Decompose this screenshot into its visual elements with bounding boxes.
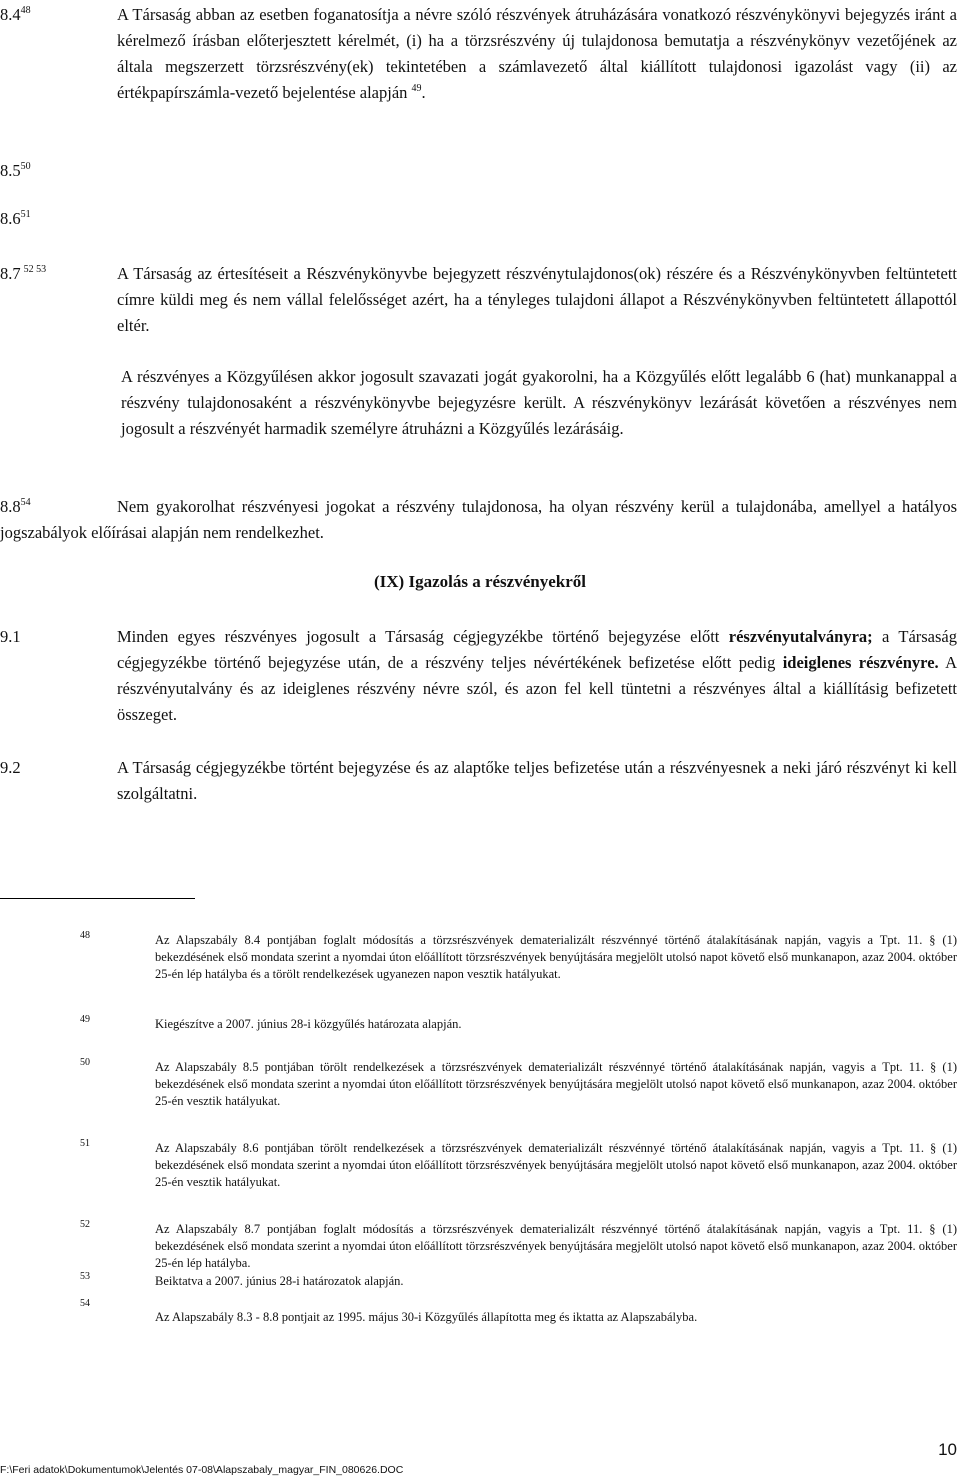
section-number: 8.7 $^{52 53}$ xyxy=(0,264,47,283)
section-9-2-text: A Társaság cégjegyzékbe történt bejegyzése és az alaptőke teljes befizetése után a részvényesnek a neki járó részvényt ki kell szolgáltatni. xyxy=(117,758,957,803)
footnote-text: Az Alapszabály 8.3 - 8.8 pontjait az 1995. május 30-i Közgyűlés állapította meg és iktatta az Alapszabályba. xyxy=(155,1310,698,1324)
section-9-1-text: Minden egyes részvényes jogosult a Társaság cégjegyzékbe történő bejegyzése előtt részvényutalványra; a Társaság cégjegyzékbe történő bejegyzése után, de a részvény teljes névértékének befizetése előtt pedig ideiglenes részvényre. A részvényutalvány és az ideiglenes részvény névre szól, és azon fel kell tüntetni a részvényes által a kiállításig befizetett összeget. xyxy=(117,627,958,724)
bold-term: részvényutalványra; xyxy=(728,627,873,646)
footnote-text: Az Alapszabály 8.7 pontjában foglalt módosítás a törzsrészvények dematerializált részvénnyé történő átalakításának napján, vagyis a Tpt. 11. § (1) bekezdésének első mondata szerint a nyomdai úton előállított törzsrészvények benyújtására megjelölt utolsó napot követő első munkanapon, azaz 2004. október 25-én lép hatályba. xyxy=(155,1222,957,1270)
footnote-ref: 54 xyxy=(20,497,31,508)
section-8-4-text: A Társaság abban az esetben foganatosítja a névre szóló részvények átruházására vonatkozó részvénykönyvi bejegyzés iránt a kérelmező írásban előterjesztett kérelmét, (i) ha a törzsrészvény új tulajdonosa bemutatja a részvénykönyv vezetőjének az általa megszerzett törzsrészvény(ek) tekintetében a számlavezető által kiállított tulajdonosi igazolást vagy (ii) az értékpapírszámla-vezető bejelentése alapján $^{49}$. xyxy=(117,5,957,102)
section-8-8: $8.8^{54}$ Nem gyakorolhat részvényesi jogokat a részvény tulajdonosa, ha olyan részvény kerül a tulajdonába, amellyel a hatályos jogszabályok előírásai alapján nem rendelkezhet. xyxy=(0,494,957,546)
footnote-mark: 51 xyxy=(80,1138,90,1149)
footnote-mark: 49 xyxy=(80,1014,90,1025)
footnote-ref: 52 53 xyxy=(23,264,47,275)
footnote-mark: 54 xyxy=(80,1298,90,1309)
footnote-mark: 48 xyxy=(80,930,90,941)
page-number: 10 xyxy=(938,1440,957,1459)
footnote-mark: 52 xyxy=(80,1219,90,1230)
footnote-ref: 49 xyxy=(411,83,422,94)
footnote-ref: 50 xyxy=(20,161,31,172)
section-number: 9.2 xyxy=(0,758,21,777)
footnote-mark: 53 xyxy=(80,1271,90,1282)
footnote-separator xyxy=(0,898,195,899)
footnote-text: Az Alapszabály 8.6 pontjában törölt rendelkezések a törzsrészvények dematerializált részvénnyé történő átalakításának napján, vagyis a Tpt. 11. § (1) bekezdésének első mondata szerint a nyomdai úton előállított törzsrészvények benyújtására megjelölt utolsó napot követő első munkanapon, azaz 2004. október 25-én vesztik hatályukat. xyxy=(155,1141,957,1189)
footnote-ref: 51 xyxy=(20,209,31,220)
footnote-text: Kiegészítve a 2007. június 28-i közgyűlés határozata alapján. xyxy=(155,1017,462,1031)
footnote-text: Az Alapszabály 8.5 pontjában törölt rendelkezések a törzsrészvények dematerializált részvénnyé történő átalakításának napján, vagyis a Tpt. 11. § (1) bekezdésének első mondata szerint a nyomdai úton előállított törzsrészvények benyújtására megjelölt utolsó napot követő első munkanapon, azaz 2004. október 25-én vesztik hatályukat. xyxy=(155,1060,957,1108)
chapter-heading: (IX) Igazolás a részvényekről xyxy=(374,572,586,591)
bold-term: ideiglenes részvényre. xyxy=(782,653,939,672)
footnote-text: Beiktatva a 2007. június 28-i határozatok alapján. xyxy=(155,1274,404,1288)
section-number: $8.6^{51}$ xyxy=(0,209,31,228)
section-number: $8.4^{48}$ xyxy=(0,5,31,24)
section-number: 9.1 xyxy=(0,627,21,646)
section-8-7-text: A Társaság az értesítéseit a Részvénykönyvbe bejegyzett részvénytulajdonos(ok) részére és a Részvénykönyvben feltüntetett címre küldi meg és nem vállal felelősséget azért, ha a tényleges tulajdoni állapot a Részvénykönyvben feltüntetett állapottól eltér. xyxy=(117,264,957,335)
section-8-7-paragraph-2: A részvényes a Közgyűlésen akkor jogosult szavazati jogát gyakorolni, ha a Közgyűlés előtt legalább 6 (hat) munkanappal a részvény tulajdonosaként a részvénykönyvbe bejegyzésre került. A részvénykönyv lezárását követően a részvényes nem jogosult a részvényét harmadik személyre átruházni a Közgyűlés lezárásáig. xyxy=(121,367,957,438)
section-number: $8.5^{50}$ xyxy=(0,161,31,180)
footnote-mark: 50 xyxy=(80,1057,90,1068)
footnote-ref: 48 xyxy=(20,5,31,16)
file-path: F:\Feri adatok\Dokumentumok\Jelentés 07-08\Alapszabaly_magyar_FIN_080626.DOC xyxy=(0,1464,404,1476)
section-number: $8.8^{54}$ xyxy=(0,497,31,516)
footnote-text: Az Alapszabály 8.4 pontjában foglalt módosítás a törzsrészvények dematerializált részvénnyé történő átalakításának napján, vagyis a Tpt. 11. § (1) bekezdésének első mondata szerint a nyomdai úton előállított törzsrészvények benyújtására megjelölt utolsó napot követő első munkanapon, azaz 2004. október 25-én lép hatályba és a törölt rendelkezések ugyanezen napon vesztik hatályukat. xyxy=(155,933,957,981)
